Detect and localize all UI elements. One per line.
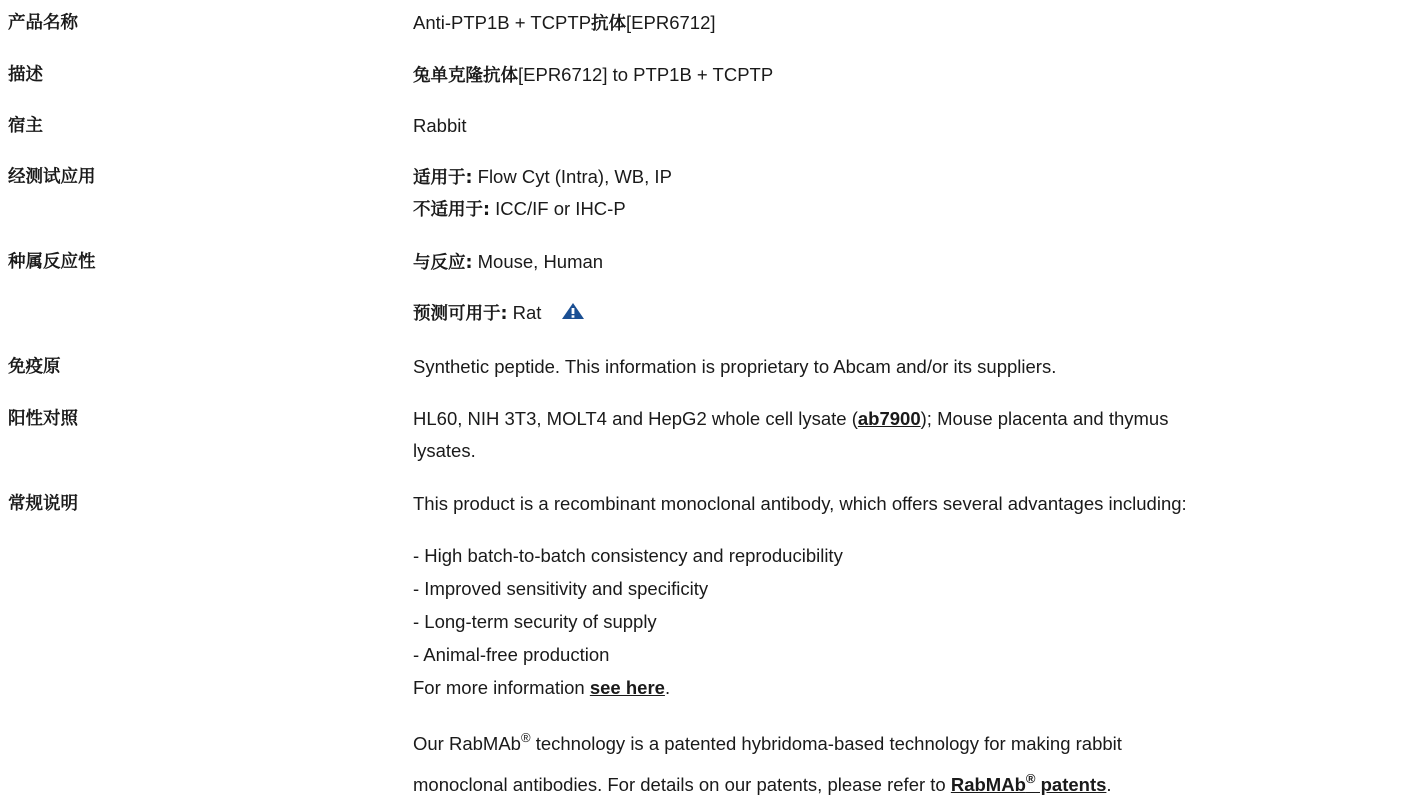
predicted-label: 预测可用于: (413, 304, 508, 324)
patents-registered-mark: ® (1025, 770, 1036, 786)
registered-mark: ® (520, 729, 531, 745)
rabmab-prefix: Our RabMAb (413, 733, 521, 754)
product-name-cjk: 抗体 (591, 14, 627, 34)
positive-control-label: 阳性对照 (8, 409, 78, 429)
rabmab-line2-prefix: monoclonal antibodies. For details on our patents, please refer to (413, 774, 951, 795)
unsuitable-applications (413, 198, 626, 221)
immunogen-value: Synthetic peptide. This information is proprietary to Abcam and/or its suppliers. (413, 356, 1057, 377)
predicted-species (413, 302, 585, 325)
more-info-prefix: For more information (413, 677, 590, 698)
rabmab-suffix: technology is a patented hybridoma-based technology for making rabbit (530, 733, 1122, 754)
description-label: 描述 (8, 65, 43, 85)
product-name-label: 产品名称 (8, 13, 78, 33)
general-notes-intro: This product is a recombinant monoclonal antibody, which offers several advantages including: (413, 493, 1187, 514)
description-text: [EPR6712] to PTP1B + TCPTP (518, 64, 774, 85)
more-information (413, 677, 670, 699)
positive-control-line2: lysates. (413, 440, 476, 461)
host-label: 宿主 (8, 116, 43, 136)
bullet-item: - High batch-to-batch consistency and reproducibility (413, 545, 843, 566)
see-here-link[interactable]: see here (589, 677, 665, 698)
reacts-value: Mouse, Human (472, 251, 604, 272)
rabmab-line2 (413, 770, 1112, 796)
reacts-label: 与反应: (413, 253, 473, 273)
patents-link-prefix: RabMAb (950, 774, 1026, 795)
positive-control-prefix: HL60, NIH 3T3, MOLT4 and HepG2 whole cell lysate ( (413, 408, 858, 429)
more-info-suffix: . (664, 677, 671, 698)
predicted-value: Rat (507, 302, 542, 323)
suitable-label: 适用于: (413, 168, 473, 188)
ab7900-link[interactable]: ab7900 (857, 408, 921, 429)
bullet-item: - Improved sensitivity and specificity (413, 578, 709, 599)
general-notes-label: 常规说明 (8, 494, 78, 514)
suitable-applications (413, 166, 672, 189)
product-name-text: Anti-PTP1B + TCPTP (413, 12, 592, 33)
product-name-value (413, 12, 716, 35)
bullet-item: - Animal-free production (413, 644, 610, 665)
unsuitable-value: ICC/IF or IHC-P (490, 198, 626, 219)
suitable-value: Flow Cyt (Intra), WB, IP (472, 166, 672, 187)
warning-triangle-icon[interactable] (561, 302, 585, 325)
host-value: Rabbit (413, 115, 467, 136)
description-value (413, 64, 773, 87)
description-cjk: 兔单克隆抗体 (413, 66, 518, 86)
tested-applications-label: 经测试应用 (8, 167, 96, 187)
product-name-clone: [EPR6712] (626, 12, 716, 33)
species-reactivity-label: 种属反应性 (8, 252, 96, 272)
reacts-with (413, 251, 603, 274)
rabmab-line1 (413, 729, 1122, 755)
positive-control-suffix: ); Mouse placenta and thymus (920, 408, 1169, 429)
positive-control-line1 (413, 408, 1168, 430)
patents-link-suffix: patents (1035, 774, 1107, 795)
bullet-item: - Long-term security of supply (413, 611, 657, 632)
immunogen-label: 免疫原 (8, 357, 61, 377)
unsuitable-label: 不适用于: (413, 200, 490, 220)
rabmab-patents-link[interactable] (950, 770, 1107, 795)
rabmab-line2-suffix: . (1106, 774, 1112, 795)
